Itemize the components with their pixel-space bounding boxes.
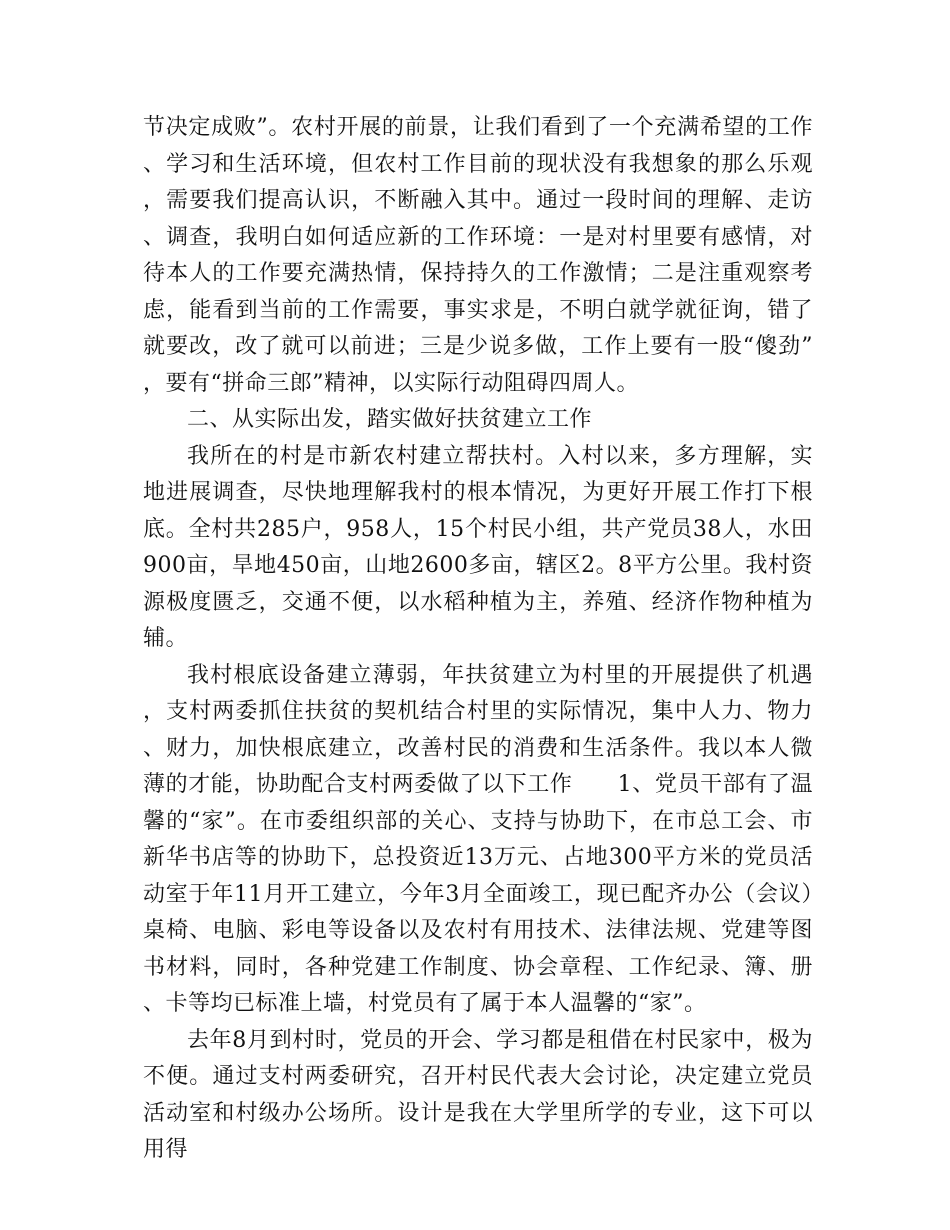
paragraph-activity-room: 去年8月到村时，党员的开会、学习都是租借在村民家中，极为不便。通过支村两委研究，召开村民代表大会讨论，决定建立党员活动室和村级办公场所。设计是我在大学里所学的专业，这下可以用得 bbox=[143, 1027, 813, 1162]
document-body bbox=[143, 110, 813, 1169]
paragraph-village-overview: 我所在的村是市新农村建立帮扶村。入村以来，多方理解，实地进展调查，尽快地理解我村的根本情况，为更好开展工作打下根底。全村共285户，958人，15个村民小组，共产党员38人，水田900亩，旱地450亩，山地2600多亩，辖区2。8平方公里。我村资源极度匮乏，交通不便，以水稻种植为主，养殖、经济作物种植为辅。 bbox=[143, 443, 813, 651]
paragraph-infrastructure: 我村根底设备建立薄弱，年扶贫建立为村里的开展提供了机遇，支村两委抓住扶贫的契机结合村里的实际情况，集中人力、物力、财力，加快根底建立，改善村民的消费和生活条件。我以本人微薄的才能，协助配合支村两委做了以下工作 1、党员干部有了温馨的“家”。在市委组织部的关心、支持与协助下，在市总工会、市新华书店等的协助下，总投资近13万元、占地300平方米的党员活动室于年11月开工建立，今年3月全面竣工，现已配齐办公（会议）桌椅、电脑、彩电等设备以及农村有用技术、法律法规、党建等图书材料，同时，各种党建工作制度、协会章程、工作纪录、簿、册、卡等均已标准上墙，村党员有了属于本人温馨的“家”。 bbox=[143, 662, 813, 1016]
section-heading: 二、从实际出发，踏实做好扶贫建立工作 bbox=[187, 407, 593, 432]
paragraph-continued: 节决定成败”。农村开展的前景，让我们看到了一个充满希望的工作、学习和生活环境，但农村工作目前的现状没有我想象的那么乐观，需要我们提高认识，不断融入其中。通过一段时间的理解、走访、调查，我明白如何适应新的工作环境：一是对村里要有感情，对待本人的工作要充满热情，保持持久的工作激情；二是注重观察考虑，能看到当前的工作需要，事实求是，不明白就学就征询，错了就要改，改了就可以前进；三是少说多做，工作上要有一股“傻劲”，要有“拼命三郎”精神，以实际行动阻碍四周人。 bbox=[143, 115, 813, 396]
